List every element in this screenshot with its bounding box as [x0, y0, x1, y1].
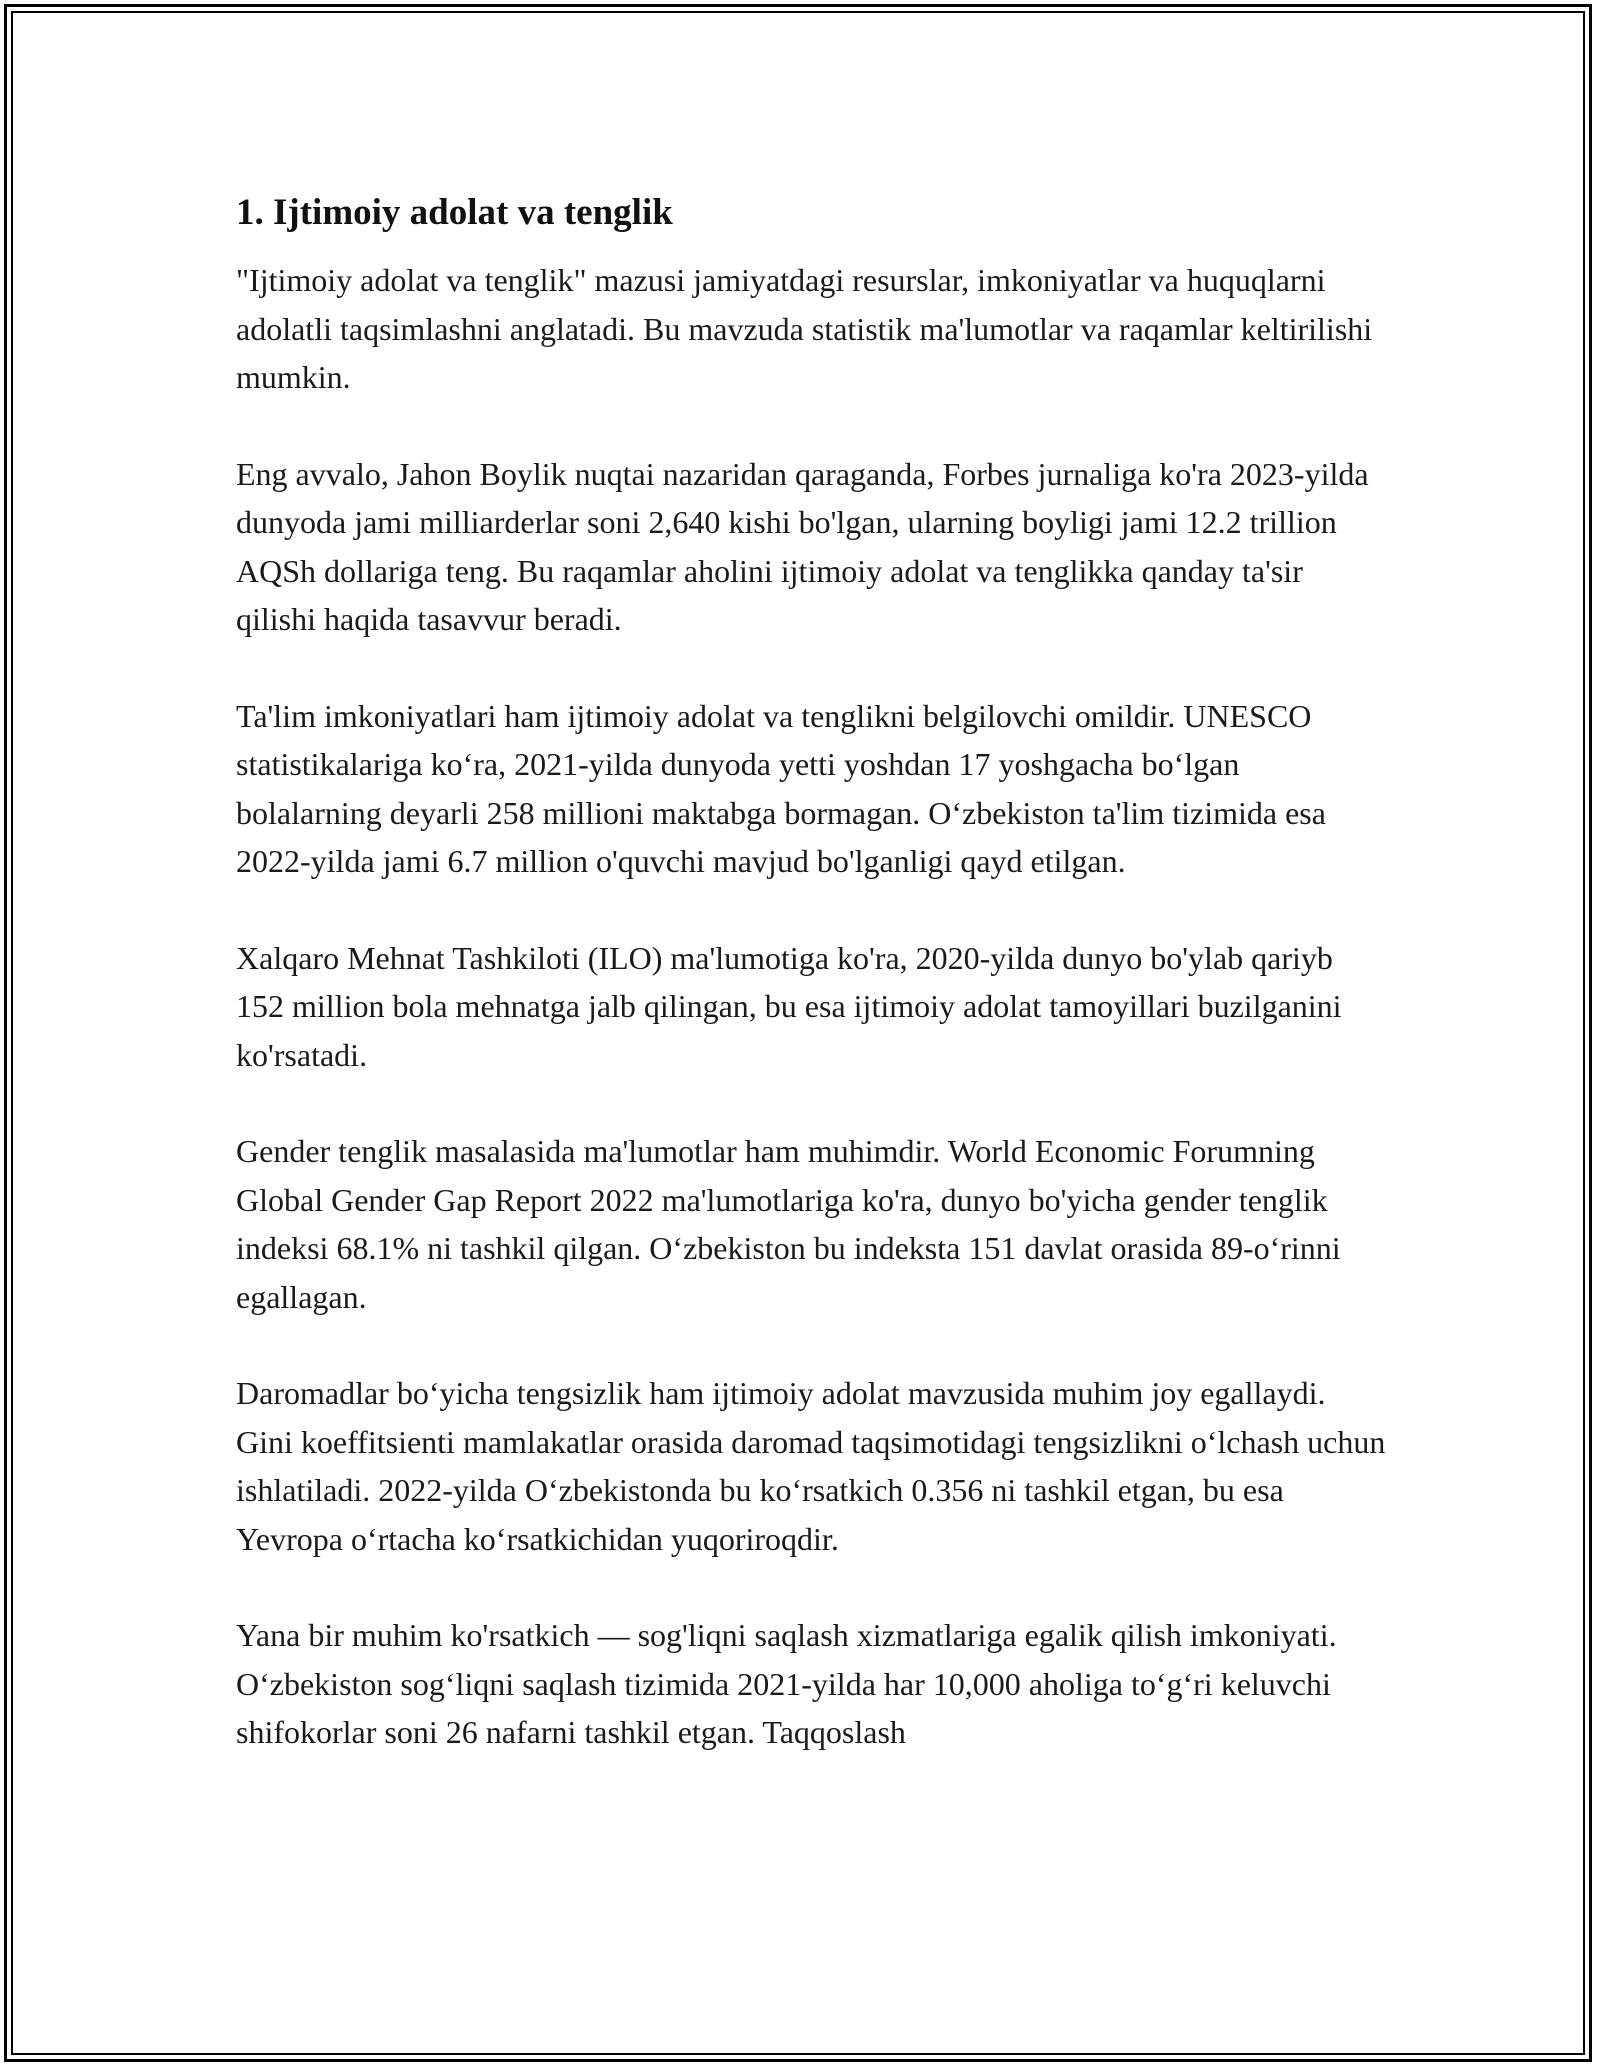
paragraph-wealth: Eng avvalo, Jahon Boylik nuqtai nazaridan qaraganda, Forbes jurnaliga ko'ra 2023-yilda dunyoda jami milliarderlar soni 2,640 kishi bo'lgan, ularning boyligi jami 12.2 trillion AQSh dollariga teng. Bu raqamlar aholini ijtimoiy adolat va tenglikka qanday ta'sir qilishi haqida tasavvur beradi.: [236, 455, 1369, 637]
document-body: [236, 190, 1386, 1805]
paragraph-health: Yana bir muhim ko'rsatkich — sog'liqni saqlash xizmatlariga egalik qilish imkoniyati. O‘zbekiston sog‘liqni saqlash tizimida 2021-yilda har 10,000 aholiga to‘g‘ri keluvchi shifokorlar soni 26 nafarni tashkil etgan. Taqqoslash: [236, 1617, 1337, 1750]
paragraph-child-labor: Xalqaro Mehnat Tashkiloti (ILO) ma'lumotiga ko'ra, 2020-yilda dunyo bo'ylab qariyb 152 million bola mehnatga jalb qilingan, bu esa ijtimoiy adolat tamoyillari buzilganini ko'rsatadi.: [236, 939, 1342, 1073]
paragraph-education: Ta'lim imkoniyatlari ham ijtimoiy adolat va tenglikni belgilovchi omildir. UNESCO statistikalariga ko‘ra, 2021-yilda dunyoda yetti yoshdan 17 yoshgacha bo‘lgan bolalarning deyarli 258 millioni maktabga bormagan. O‘zbekiston ta'lim tizimida esa 2022-yilda jami 6.7 million o'quvchi mavjud bo'lganligi qayd etilgan.: [236, 697, 1326, 879]
paragraph-income: Daromadlar bo‘yicha tengsizlik ham ijtimoiy adolat mavzusida muhim joy egallaydi. Gini koeffitsienti mamlakatlar orasida daromad taqsimotidagi tengsizlikni o‘lchash uchun ishlatiladi. 2022-yilda O‘zbekistonda bu ko‘rsatkich 0.356 ni tashkil etgan, bu esa Yevropa o‘rtacha ko‘rsatkichidan yuqoriroqdir.: [236, 1375, 1386, 1557]
section-heading: 1. Ijtimoiy adolat va tenglik: [236, 192, 673, 233]
paragraph-intro: "Ijtimoiy adolat va tenglik" mazusi jamiyatdagi resurslar, imkoniyatlar va huquqlarni adolatli taqsimlashni anglatadi. Bu mavzuda statistik ma'lumotlar va raqamlar keltirilishi mumkin.: [236, 262, 1373, 395]
paragraph-gender: Gender tenglik masalasida ma'lumotlar ham muhimdir. World Economic Forumning Global Gender Gap Report 2022 ma'lumotlariga ko'ra, dunyo bo'yicha gender tenglik indeksi 68.1% ni tashkil qilgan. O‘zbekiston bu indeksta 151 davlat orasida 89-o‘rinni egallagan.: [236, 1133, 1341, 1315]
